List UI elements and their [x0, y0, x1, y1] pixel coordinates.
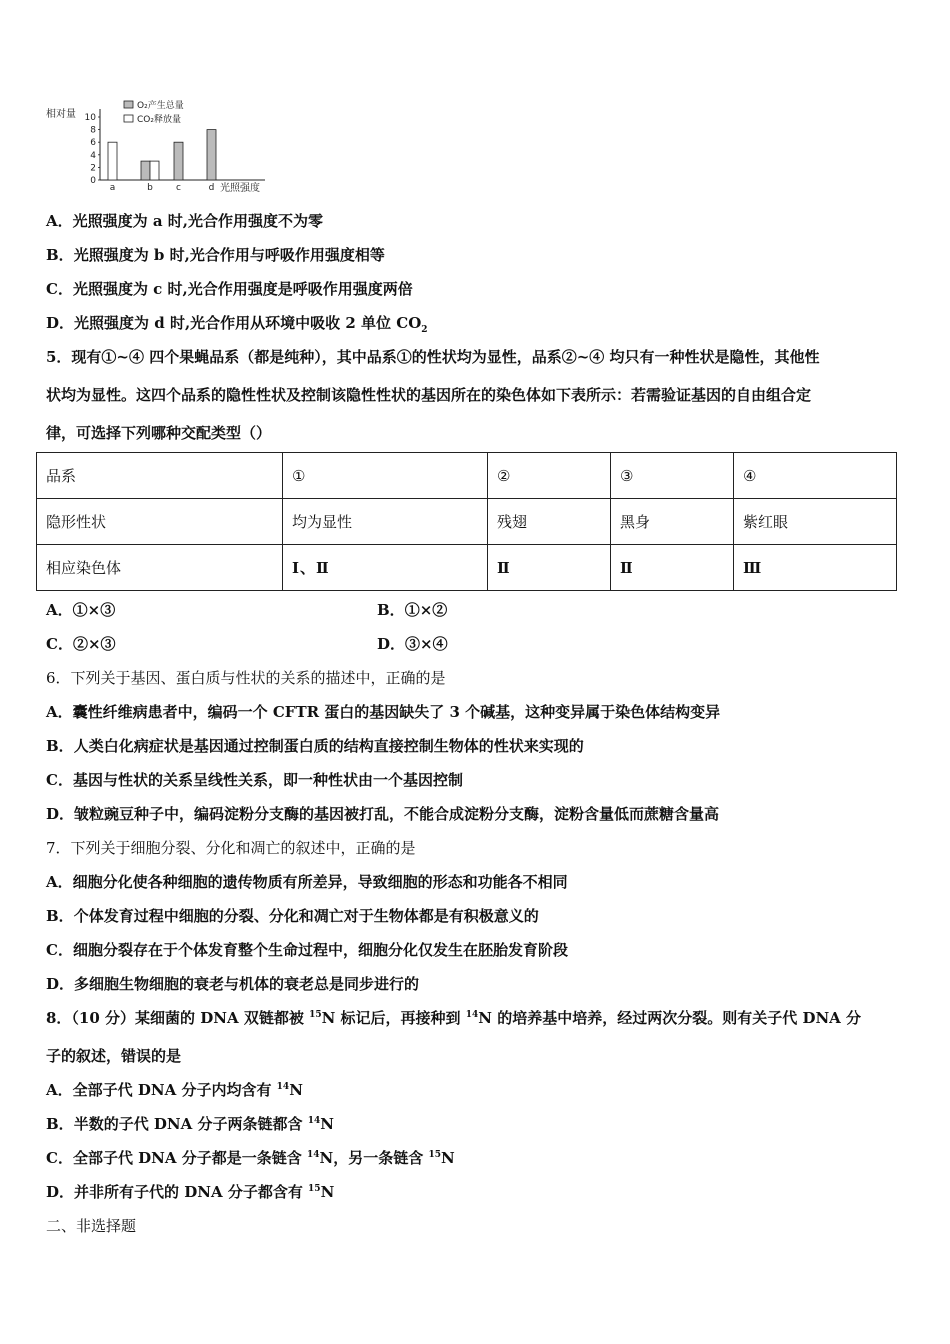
- y-tick-label: 8: [90, 125, 96, 136]
- y-tick-label: 10: [84, 113, 96, 123]
- q5-option-d: [377, 634, 448, 654]
- option-text: 个体发育过程中细胞的分裂、分化和凋亡对于生物体都是有积极意义的: [73, 907, 539, 925]
- table-cell: 均为显性: [283, 499, 488, 545]
- q7-option-a: [46, 872, 568, 892]
- chart-ylabel: 相对量: [46, 109, 76, 120]
- option-letter: C．: [46, 941, 73, 959]
- option-text: 全部子代 DNA 分子都是一条链含: [72, 1149, 307, 1167]
- option-letter: C．: [46, 635, 73, 653]
- option-text: 人类白化病症状是基因通过控制蛋白质的结构直接控制生物体的性状来实现的: [73, 737, 584, 755]
- option-letter: B．: [46, 246, 74, 264]
- option-letter: C．: [46, 280, 73, 298]
- option-text: ③×④: [405, 635, 448, 653]
- option-letter: A．: [46, 601, 73, 619]
- q6-option-a: [46, 702, 720, 722]
- q5-stem-line-3: 律，可选择下列哪种交配类型（）: [46, 424, 272, 442]
- q5-option-c: [46, 634, 116, 654]
- q8-option-d: [46, 1182, 334, 1202]
- bar-d-series-0: [207, 130, 216, 180]
- table-cell: ④: [734, 453, 897, 499]
- table-cell: Ⅱ: [611, 545, 734, 591]
- chart-xlabel: 光照强度: [220, 183, 260, 194]
- legend-swatch-o2: [124, 101, 133, 108]
- option-letter: D．: [46, 975, 75, 993]
- table-cell: ③: [611, 453, 734, 499]
- option-letter: D．: [46, 1183, 75, 1201]
- q7-option-c: [46, 940, 568, 960]
- q4-option-c: [46, 279, 413, 299]
- table-row: [37, 499, 897, 545]
- option-text: 光照强度为 a 时,光合作用强度不为零: [72, 212, 324, 230]
- bar-a-series-1: [108, 142, 117, 180]
- q5-stem-line-1: 5．现有①~④ 四个果蝇品系（都是纯种），其中品系①的性状均为显性，品系②~④ 均只有一种性状是隐性，其他性: [46, 348, 820, 366]
- q8-stem-line-2: 子的叙述，错误的是: [46, 1047, 182, 1065]
- bars-group: [108, 130, 216, 180]
- x-category-label: c: [176, 183, 181, 193]
- option-letter: D．: [46, 314, 75, 332]
- option-text: 多细胞生物细胞的衰老与机体的衰老总是同步进行的: [74, 975, 420, 993]
- option-text: N: [440, 1149, 455, 1167]
- table-cell: Ⅲ: [734, 545, 897, 591]
- option-text: 细胞分裂存在于个体发育整个生命过程中，细胞分化仅发生在胚胎发育阶段: [72, 941, 568, 959]
- stem-text: N 标记后，再接种到: [321, 1009, 466, 1027]
- table-cell: 品系: [37, 453, 283, 499]
- option-text: 光照强度为 c 时,光合作用强度是呼吸作用强度两倍: [72, 280, 413, 298]
- option-letter: A．: [46, 1081, 73, 1099]
- option-text: ①×②: [404, 601, 448, 619]
- table-cell: Ⅰ、Ⅱ: [283, 545, 488, 591]
- option-letter: D．: [377, 635, 406, 653]
- superscript: 14: [276, 1082, 290, 1092]
- option-letter: C．: [46, 1149, 73, 1167]
- q5-option-a: [46, 600, 115, 620]
- y-tick-label: 4: [90, 150, 96, 161]
- option-letter: A．: [46, 873, 73, 891]
- option-text: ②×③: [72, 635, 116, 653]
- option-letter: D．: [46, 805, 75, 823]
- superscript: 14: [465, 1010, 479, 1020]
- subscript: 2: [421, 325, 428, 335]
- legend-swatch-co2: [124, 115, 133, 122]
- superscript: 15: [308, 1184, 321, 1194]
- option-letter: B．: [46, 737, 74, 755]
- q8-option-a: [46, 1080, 303, 1100]
- q5-option-b: [377, 600, 447, 620]
- section-heading: 二、非选择题: [46, 1217, 137, 1235]
- q8-option-c: [46, 1148, 455, 1168]
- q7-option-d: [46, 974, 419, 994]
- table-cell: 紫红眼: [734, 499, 897, 545]
- option-text: 细胞分化使各种细胞的遗传物质有所差异，导致细胞的形态和功能各不相同: [72, 873, 568, 891]
- option-text: 囊性纤维病患者中，编码一个 CFTR 蛋白的基因缺失了 3 个碱基，这种变异属于染色体结构变异: [72, 703, 721, 721]
- table-row: [37, 545, 897, 591]
- table-cell: ②: [488, 453, 611, 499]
- x-category-label: b: [147, 183, 153, 193]
- q8-stem-line-1: [46, 1008, 861, 1028]
- option-text: N，另一条链含: [319, 1149, 429, 1167]
- bar-b-series-1: [150, 161, 159, 180]
- q4-option-b: [46, 245, 385, 265]
- option-text: N: [289, 1081, 303, 1099]
- bar-chart: [40, 95, 280, 195]
- q7-stem: 7．下列关于细胞分裂、分化和凋亡的叙述中，正确的是: [46, 839, 416, 857]
- legend-label-o2: O₂产生总量: [137, 101, 184, 111]
- table-cell: 隐形性状: [37, 499, 283, 545]
- table-cell: ①: [283, 453, 488, 499]
- y-tick-label: 0: [90, 176, 96, 186]
- option-text: 半数的子代 DNA 分子两条链都含: [73, 1115, 308, 1133]
- x-axis-categories: [110, 183, 215, 193]
- y-axis-ticks: [85, 113, 100, 186]
- bar-c-series-0: [174, 142, 183, 180]
- q5-stem-line-2: 状均为显性。这四个品系的隐性性状及控制该隐性性状的基因所在的染色体如下表所示：若需验证基因的自由组合定: [46, 386, 812, 404]
- y-tick-label: 2: [90, 163, 96, 174]
- q8-option-b: [46, 1114, 334, 1134]
- x-category-label: a: [109, 183, 116, 193]
- option-text: N: [320, 1115, 334, 1133]
- table-row: [37, 453, 897, 499]
- option-letter: B．: [377, 601, 405, 619]
- option-letter: A．: [46, 212, 73, 230]
- q6-option-d: [46, 804, 719, 824]
- legend-label-co2: CO₂释放量: [137, 115, 181, 125]
- y-tick-label: 6: [90, 138, 96, 149]
- option-letter: B．: [46, 907, 74, 925]
- stem-text: N 的培养基中培养，经过两次分裂。则有关子代 DNA 分: [478, 1009, 862, 1027]
- option-text: 全部子代 DNA 分子内均含有: [72, 1081, 277, 1099]
- stem-text: 8．（10 分）某细菌的 DNA 双链都被: [46, 1009, 310, 1027]
- x-category-label: d: [208, 183, 215, 193]
- table-cell: 黑身: [611, 499, 734, 545]
- option-text: ①×③: [72, 601, 116, 619]
- option-text: 皱粒豌豆种子中，编码淀粉分支酶的基因被打乱，不能合成淀粉分支酶，淀粉含量低而蔗糖含量高: [74, 805, 720, 823]
- q6-option-c: [46, 770, 463, 790]
- superscript: 15: [309, 1010, 322, 1020]
- table-cell: 相应染色体: [37, 545, 283, 591]
- superscript: 15: [428, 1150, 441, 1160]
- q4-option-d: [46, 313, 428, 340]
- option-text: 光照强度为 b 时,光合作用与呼吸作用强度相等: [73, 246, 385, 264]
- superscript: 14: [306, 1150, 320, 1160]
- q6-stem: 6．下列关于基因、蛋白质与性状的关系的描述中，正确的是: [46, 669, 446, 687]
- q4-option-a: [46, 211, 323, 231]
- superscript: 14: [307, 1116, 321, 1126]
- table-cell: Ⅱ: [488, 545, 611, 591]
- option-text: 并非所有子代的 DNA 分子都含有: [74, 1183, 309, 1201]
- option-letter: A．: [46, 703, 73, 721]
- option-text: N: [320, 1183, 335, 1201]
- table-cell: 残翅: [488, 499, 611, 545]
- option-letter: C．: [46, 771, 73, 789]
- bar-b-series-0: [141, 161, 150, 180]
- option-text: 基因与性状的关系呈线性关系，即一种性状由一个基因控制: [72, 771, 463, 789]
- option-text: 光照强度为 d 时,光合作用从环境中吸收 2 单位 CO: [74, 314, 422, 332]
- trait-table: [36, 452, 897, 591]
- q7-option-b: [46, 906, 539, 926]
- q6-option-b: [46, 736, 584, 756]
- option-letter: B．: [46, 1115, 74, 1133]
